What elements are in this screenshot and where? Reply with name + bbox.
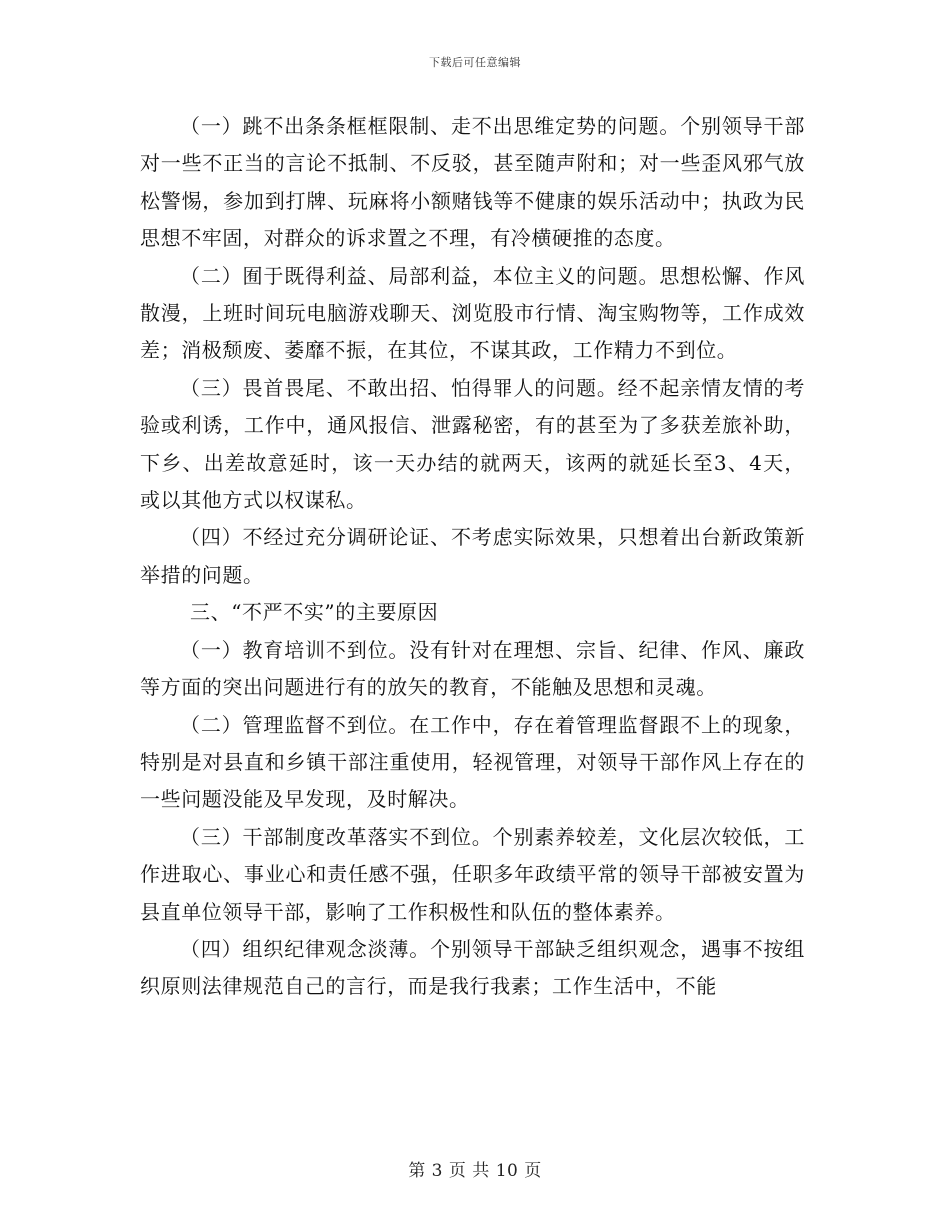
paragraph-cause-3: （三）干部制度改革落实不到位。个别素养较差，文化层次较低，工作进取心、事业心和责任感不强，任职多年政绩平常的领导干部被安置为县直单位领导干部，影响了工作积极性和队伍的整体素养。 (140, 824, 805, 924)
page-header: 下载后可任意编辑 (429, 56, 521, 69)
paragraph-problem-3: （三）畏首畏尾、不敢出招、怕得罪人的问题。经不起亲情友情的考验或利诱，工作中，通风报信、泄露秘密，有的甚至为了多获差旅补助，下乡、出差故意延时，该一天办结的就两天，该两的就延长至3、4天，或以其他方式以权谋私。 (140, 375, 805, 513)
paragraph-cause-2: （二）管理监督不到位。在工作中，存在着管理监督跟不上的现象，特别是对县直和乡镇干部注重使用，轻视管理，对领导干部作风上存在的一些问题没能及早发现，及时解决。 (140, 712, 805, 812)
paragraph-problem-1: （一）跳不出条条框框限制、走不出思维定势的问题。个别领导干部对一些不正当的言论不抵制、不反驳，甚至随声附和；对一些歪风邪气放松警惕，参加到打牌、玩麻将小额赌钱等不健康的娱乐活动中；执政为民思想不牢固，对群众的诉求置之不理，有冷横硬推的态度。 (140, 114, 805, 251)
paragraph-problem-4: （四）不经过充分调研论证、不考虑实际效果，只想着出台新政策新举措的问题。 (140, 525, 805, 587)
paragraph-cause-1: （一）教育培训不到位。没有针对在理想、宗旨、纪律、作风、廉政等方面的突出问题进行有的放矢的教育，不能触及思想和灵魂。 (140, 637, 805, 700)
section-heading: 三、“不严不实”的主要原因 (190, 600, 439, 625)
paragraph-problem-2: （二）囿于既得利益、局部利益，本位主义的问题。思想松懈、作风散漫，上班时间玩电脑游戏聊天、浏览股市行情、淘宝购物等，工作成效差；消极颓废、萎靡不振，在其位，不谋其政，工作精力不到位。 (140, 263, 805, 363)
paragraph-cause-4: （四）组织纪律观念淡薄。个别领导干部缺乏组织观念，遇事不按组织原则法律规范自己的言行，而是我行我素；工作生活中，不能 (140, 936, 805, 999)
page-footer: 第 3 页 共 10 页 (408, 1161, 542, 1181)
document-body (140, 108, 805, 1006)
